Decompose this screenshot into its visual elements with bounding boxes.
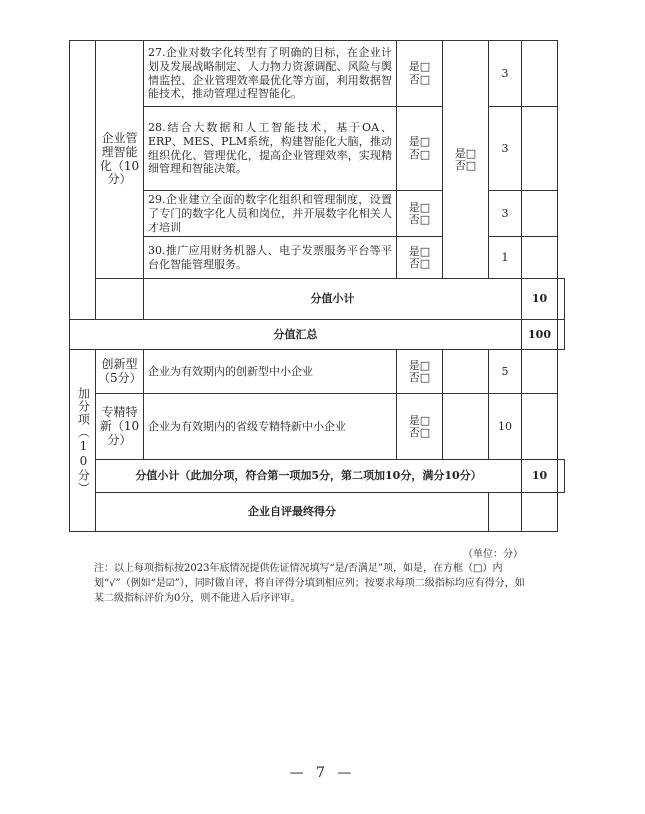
yes-checkbox[interactable]: 是□ [408, 200, 431, 214]
bonus-row [70, 350, 565, 394]
category-no-checkbox[interactable]: 否□ [454, 158, 477, 172]
total-row [70, 320, 565, 350]
bonus-subtotal-label: 分值小计（此加分项，符合第一项加5分，第二项加10分，满分10分） [96, 460, 522, 493]
score-cell: 3 [489, 191, 522, 237]
blank-cell [96, 279, 144, 320]
yes-no-cell [397, 394, 443, 460]
final-label: 企业自评最终得分 [96, 493, 489, 532]
yes-checkbox[interactable]: 是□ [408, 60, 431, 74]
indicator-desc: 30.推广应用财务机器人、电子发票服务平台等平台化智能管理服务。 [144, 237, 397, 279]
self-score-cell[interactable] [522, 107, 558, 191]
yes-no-cell [397, 41, 443, 107]
no-checkbox[interactable]: 否□ [408, 370, 431, 384]
indicator-desc: 企业为有效期内的省级专精特新中小企业 [144, 394, 397, 460]
category-yes-no-cell [443, 41, 489, 279]
evaluation-table [69, 40, 565, 532]
yes-checkbox[interactable]: 是□ [408, 358, 431, 372]
self-score-cell[interactable] [522, 493, 558, 532]
bonus-subtotal-score: 10 [522, 460, 558, 493]
no-checkbox[interactable]: 否□ [408, 72, 431, 86]
blank-cell [70, 41, 96, 320]
self-score-cell[interactable] [522, 394, 558, 460]
score-cell: 1 [489, 237, 522, 279]
no-checkbox[interactable]: 否□ [408, 425, 431, 439]
blank-cell [443, 350, 489, 394]
yes-no-cell [397, 350, 443, 394]
bonus-category-label: 加分项（10分） [76, 386, 91, 495]
subtotal-row [70, 279, 565, 320]
category-mgmt-label: 企业管理智能化（10分） [99, 131, 140, 187]
yes-no-cell [397, 191, 443, 237]
category-yes-checkbox[interactable]: 是□ [454, 146, 477, 160]
self-score-cell[interactable] [522, 191, 558, 237]
bonus-category [70, 350, 96, 532]
blank-cell [489, 493, 522, 532]
self-score-cell[interactable] [522, 237, 558, 279]
bonus-sub: 专精特新（10分） [96, 394, 144, 460]
indicator-desc: 29.企业建立全面的数字化组织和管理制度，设置了专门的数字化人员和岗位，并开展数字化相关人才培训 [144, 191, 397, 237]
indicator-desc: 28.结合大数据和人工智能技术，基于OA、ERP、MES、PLM系统，构建智能化大脑，推动组织优化、管理优化，提高企业管理效率，实现精细管理和智能决策。 [144, 107, 397, 191]
score-cell: 10 [489, 394, 522, 460]
self-score-cell[interactable] [558, 279, 565, 320]
yes-checkbox[interactable]: 是□ [408, 413, 431, 427]
no-checkbox[interactable]: 否□ [408, 256, 431, 270]
page-number: — 7 — [289, 765, 356, 781]
table-row [70, 191, 565, 237]
bonus-sub: 创新型（5分） [96, 350, 144, 394]
table-row [70, 41, 565, 107]
indicator-desc: 27.企业对数字化转型有了明确的目标，在企业计划及发展战略制定、人力物力资源调配、风险与舆情监控、企业管理效率最优化等方面，利用数据智能技术，推动管理过程智能化。 [144, 41, 397, 107]
yes-no-cell [397, 237, 443, 279]
self-score-cell[interactable] [558, 320, 565, 350]
no-checkbox[interactable]: 否□ [408, 212, 431, 226]
self-score-cell[interactable] [558, 460, 565, 493]
score-cell: 5 [489, 350, 522, 394]
final-row [70, 493, 565, 532]
no-checkbox[interactable]: 否□ [408, 147, 431, 161]
unit-note: （单位：分） [463, 549, 523, 560]
yes-checkbox[interactable]: 是□ [408, 135, 431, 149]
blank-cell [443, 394, 489, 460]
subtotal-score: 10 [522, 279, 558, 320]
subtotal-label: 分值小计 [144, 279, 522, 320]
total-score: 100 [522, 320, 558, 350]
indicator-desc: 企业为有效期内的创新型中小企业 [144, 350, 397, 394]
yes-no-cell [397, 107, 443, 191]
score-cell: 3 [489, 107, 522, 191]
table-row [70, 237, 565, 279]
category-mgmt [96, 41, 144, 279]
total-label: 分值汇总 [70, 320, 522, 350]
yes-checkbox[interactable]: 是□ [408, 244, 431, 258]
bonus-subtotal-row [70, 460, 565, 493]
self-score-cell[interactable] [522, 41, 558, 107]
self-score-cell[interactable] [522, 350, 558, 394]
bonus-row [70, 394, 565, 460]
table-row [70, 107, 565, 191]
footnote: 注：以上每项指标按2023年底情况提供佐证情况填写“是/否满足”项，如是，在方框（□）内划“√”（例如“是☑”），同时做自评，将自评得分填到相应列；按要求每项二级指标均应有得分，如某二级指标评价为0分，则不能进入后序评审。 [94, 563, 525, 604]
score-cell: 3 [489, 41, 522, 107]
